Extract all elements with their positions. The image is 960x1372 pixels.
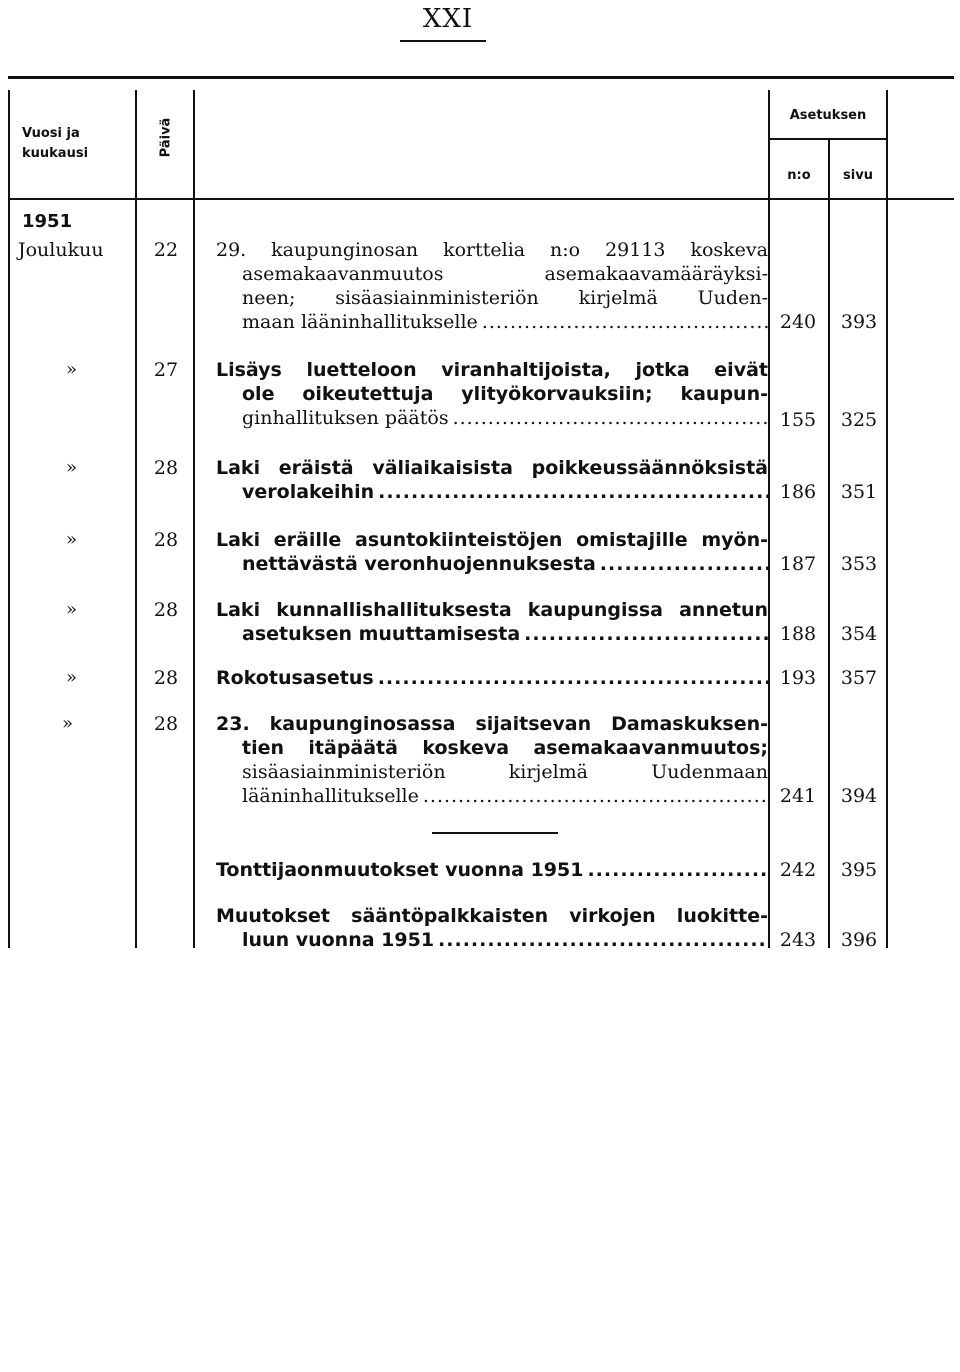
entry-line: Laki eräille asuntokiinteistöjen omistajille myön- [216, 529, 768, 551]
dot-leader [378, 666, 768, 690]
section-separator [432, 832, 558, 834]
entry-text [216, 238, 768, 334]
ordinance-number: 242 [779, 859, 817, 881]
entry-day: 28 [153, 599, 179, 621]
entry-line: Rokotusasetus [216, 667, 374, 689]
entry-line: Lisäys luetteloon viranhaltijoista, jotka eivät [216, 359, 768, 381]
appendix-line: Tonttijaonmuutokset vuonna 1951 [216, 859, 584, 881]
dot-leader [482, 310, 768, 334]
ditto-mark: » [66, 529, 78, 550]
entry-line: 23. kaupunginosassa sijaitsevan Damaskuksen- [216, 713, 768, 735]
ordinance-number: 155 [779, 409, 817, 431]
entry-day: 27 [153, 359, 179, 381]
ditto-mark: » [66, 667, 78, 688]
ordinance-page: 393 [840, 311, 878, 333]
ordinance-number: 188 [779, 623, 817, 645]
dot-leader [378, 480, 768, 504]
ditto-mark: » [66, 457, 78, 478]
col-rule-no [828, 140, 830, 948]
header-asetuksen: Asetuksen [789, 108, 867, 123]
entry-text [216, 666, 768, 690]
entry-line: tien itäpäätä koskeva asemakaavanmuutos; [242, 737, 768, 759]
left-border [8, 90, 10, 948]
ditto-mark: » [62, 713, 74, 734]
entry-line: verolakeihin [242, 481, 375, 503]
entry-line: asetuksen muuttamisesta [242, 623, 521, 645]
ordinance-page: 353 [840, 553, 878, 575]
entry-line: sisäasiainministeriön kirjelmä Uudenmaan [242, 761, 768, 783]
appendix-text [216, 858, 768, 882]
entry-line: lääninhallitukselle [242, 785, 419, 807]
entry-line: asemakaavanmuutos asemakaavamääräyksi- [242, 263, 768, 285]
entry-text [216, 598, 768, 646]
entry-line: ginhallituksen päätös [242, 407, 449, 429]
header-bottom-rule [8, 198, 954, 200]
ordinance-number: 240 [779, 311, 817, 333]
ordinance-number: 187 [779, 553, 817, 575]
ditto-mark: » [66, 599, 78, 620]
appendix-text [216, 904, 768, 952]
page-number: XXI [422, 4, 474, 34]
table-top-rule [8, 76, 954, 79]
ordinance-page: 394 [840, 785, 878, 807]
entry-line: Laki kunnallishallituksesta kaupungissa annetun [216, 599, 768, 621]
entry-line: neen; sisäasiainministeriön kirjelmä Uuden- [242, 287, 768, 309]
entry-line: 29. kaupunginosan korttelia n:o 29113 koskeva [216, 239, 768, 261]
year-label: 1951 [22, 211, 73, 232]
ordinance-number: 186 [779, 481, 817, 503]
col-rule-month [135, 90, 137, 948]
ordinance-page: 354 [840, 623, 878, 645]
entry-line: maan lääninhallitukselle [242, 311, 478, 333]
entry-text [216, 456, 768, 504]
col-rule-entry [768, 90, 770, 948]
entry-text [216, 712, 768, 760]
header-year-month [22, 124, 132, 164]
ordinance-page: 395 [840, 859, 878, 881]
header-year-month-line1: Vuosi ja [22, 126, 80, 141]
entry-line: nettävästä veronhuojennuksesta [242, 553, 596, 575]
dot-leader [600, 552, 768, 576]
dot-leader [524, 622, 768, 646]
header-year-month-line2: kuukausi [22, 146, 89, 161]
asetuksen-divider [768, 138, 886, 140]
dot-leader [587, 858, 768, 882]
header-no: n:o [787, 168, 811, 183]
entry-day: 28 [153, 457, 179, 479]
header-day: Päivä [158, 117, 174, 158]
dot-leader [423, 784, 768, 808]
ordinance-number: 241 [779, 785, 817, 807]
col-rule-day [193, 90, 195, 948]
page-number-underline [400, 40, 486, 42]
month-label: Joulukuu [18, 239, 104, 261]
ordinance-number: 243 [779, 929, 817, 951]
ordinance-page: 396 [840, 929, 878, 951]
right-border [886, 90, 888, 948]
header-page: sivu [843, 168, 873, 183]
entry-day: 28 [153, 529, 179, 551]
ordinance-page: 325 [840, 409, 878, 431]
appendix-line: Muutokset sääntöpalkkaisten virkojen luokitte- [216, 905, 768, 927]
ordinance-page: 351 [840, 481, 878, 503]
appendix-line: luun vuonna 1951 [242, 929, 435, 951]
entry-day: 22 [153, 239, 179, 261]
dot-leader [438, 928, 768, 952]
entry-day: 28 [153, 713, 179, 735]
entry-line: ole oikeutettuja ylityökorvauksiin; kaupun- [242, 383, 768, 405]
ordinance-page: 357 [840, 667, 878, 689]
entry-line: Laki eräistä väliaikaisista poikkeussäännöksistä [216, 457, 768, 479]
entry-day: 28 [153, 667, 179, 689]
entry-text [216, 358, 768, 406]
entry-text [216, 528, 768, 576]
ditto-mark: » [66, 359, 78, 380]
ordinance-number: 193 [779, 667, 817, 689]
dot-leader [453, 406, 768, 430]
